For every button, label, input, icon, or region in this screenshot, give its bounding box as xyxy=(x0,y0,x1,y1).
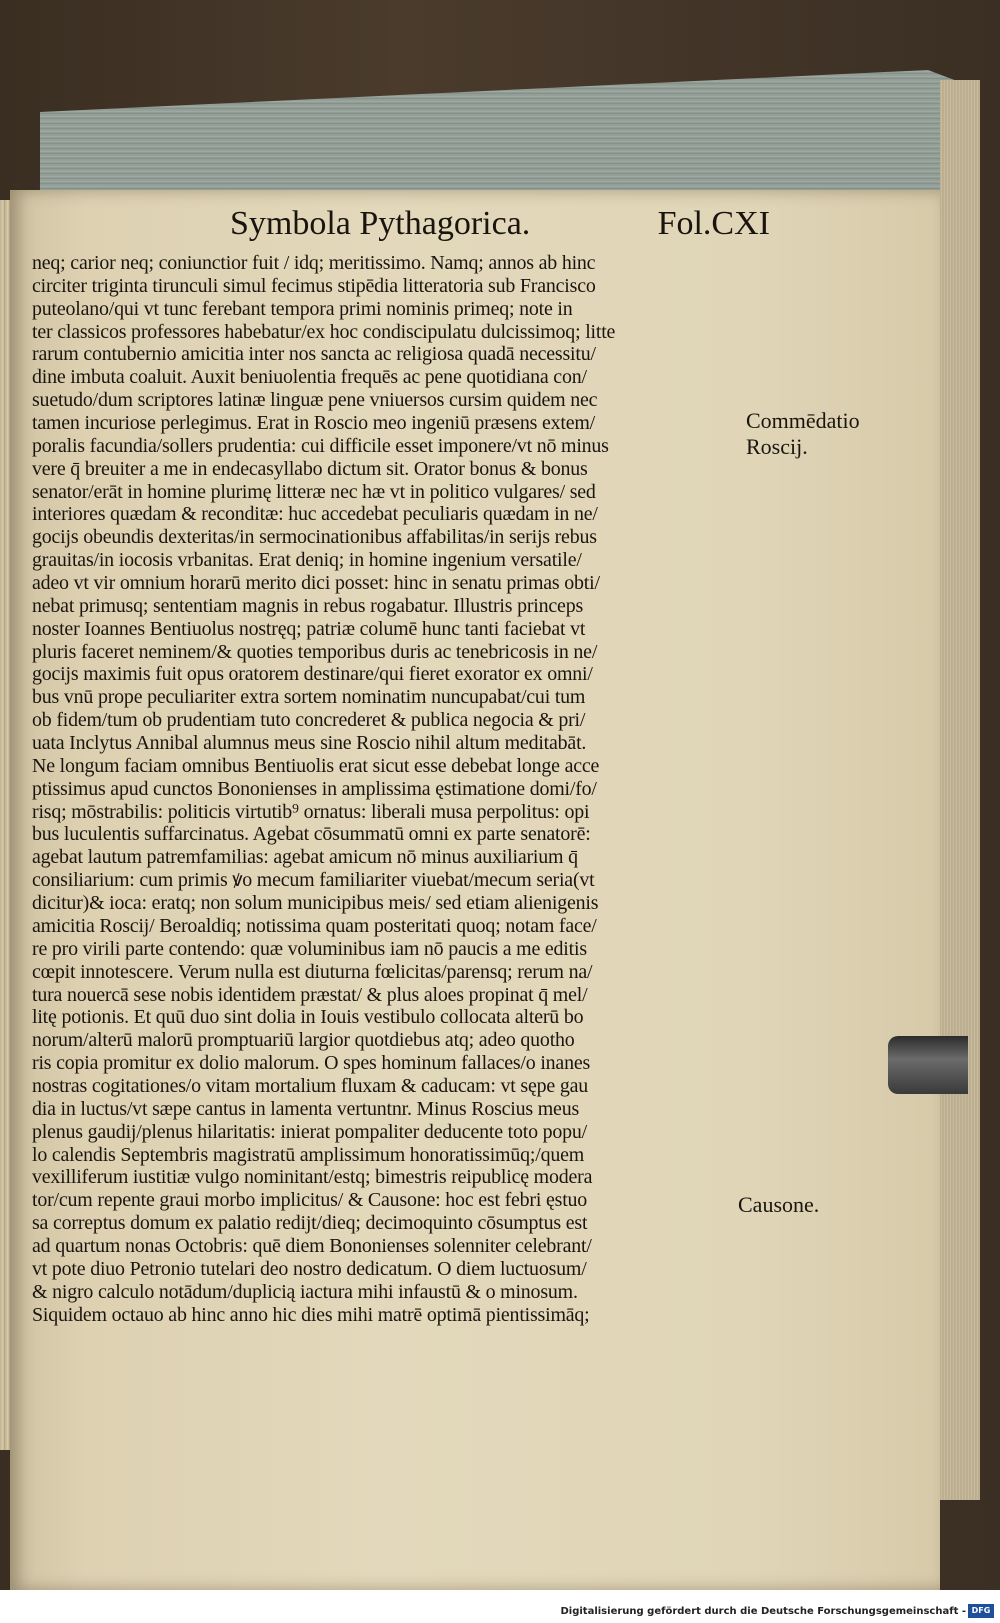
text-line: tamen incuriose perlegimus. Erat in Roscio meo ingeniū præsens extem/ xyxy=(32,412,596,435)
text-line: vt pote diuo Petronio tutelari deo nostro dedicatum. O diem luctuosum/ xyxy=(32,1257,587,1280)
text-line: bus luculentis suffarcinatus. Agebat cōsummatū omni ex parte senatorē: xyxy=(32,823,591,846)
text-line: gocijs obeundis dexteritas/in sermocinationibus affabilitas/in serijs rebus xyxy=(32,526,597,549)
text-line: poralis facundia/sollers prudentia: cui difficile esset imponere/vt nō minus xyxy=(32,434,609,457)
folio-number: Fol.CXI xyxy=(657,205,770,242)
text-line: nostras cogitationes/o vitam mortalium fluxam & caducam: vt sępe gau xyxy=(32,1074,589,1097)
text-line: litę potionis. Et quū duo sint dolia in Iouis vestibulo collocata alterū bo xyxy=(32,1006,584,1029)
text-line: vexilliferum iustitiæ vulgo nominitant/estq; bimestris reipublicę modera xyxy=(32,1166,593,1189)
text-line: dia in luctus/vt sæpe cantus in lamenta vertuntnr. Minus Roscius meus xyxy=(32,1097,580,1120)
text-line: noster Ioannes Bentiuolus nostręq; patriæ columē hunc tanti faciebat vt xyxy=(32,617,586,640)
text-line: ris copia promitur ex dolio malorum. O spes hominum fallaces/o inanes xyxy=(32,1052,591,1075)
text-line: plenus gaudij/plenus hilaritatis: inierat pompaliter deducente toto popu/ xyxy=(32,1120,588,1143)
text-line: agebat lautum patremfamilias: agebat amicum nō minus auxiliarium q̄ xyxy=(32,846,578,869)
text-line: ptissimus apud cunctos Bononienses in amplissima ęstimatione domi/fo/ xyxy=(32,777,597,800)
marginal-note-commendatio xyxy=(746,408,860,460)
running-head: Symbola Pythagorica. xyxy=(230,205,531,242)
text-line: & nigro calculo notādum/duplicią iactura mihi infaustū & o minosum. xyxy=(32,1280,578,1303)
body-text xyxy=(32,252,760,1326)
text-line: dine imbuta coaluit. Auxit beniuolentia frequēs ac pene quotidiana con/ xyxy=(32,366,587,389)
text-line: ob fidem/tum ob prudentiam tuto concrederet & publica negocia & pri/ xyxy=(32,709,586,732)
page-edges-top xyxy=(40,70,965,210)
text-line: circiter triginta tirunculi simul fecimus stipēdia litteratoria sub Francisco xyxy=(32,274,596,297)
text-line: cœpit innotescere. Verum nulla est diuturna fœlicitas/parensq; rerum na/ xyxy=(32,960,593,983)
text-line: re pro virili parte contendo: quæ voluminibus iam nō paucis a me editis xyxy=(32,937,587,960)
marginal-note-line: Commēdatio xyxy=(746,408,860,433)
text-line: tor/cum repente graui morbo implicitus/ & Causone: hoc est febri ęstuo xyxy=(32,1189,588,1212)
text-line: dicitur)& ioca: eratq; non solum municipibus meis/ sed etiam alienigenis xyxy=(32,892,599,915)
text-line: Siquidem octauo ab hinc anno hic dies mihi matrē optimā pientissimāq; xyxy=(32,1303,590,1326)
text-line: ter classicos professores habebatur/ex hoc condiscipulatu dulcissimoq; litte xyxy=(32,320,616,343)
page-edges-right xyxy=(940,80,980,1500)
text-line: nebat primusq; sententiam magnis in rebus rogabatur. Illustris princeps xyxy=(32,594,584,617)
text-line: interiores quædam & reconditæ: huc accedebat peculiaris quædam in ne/ xyxy=(32,503,598,526)
text-line: risq; mōstrabilis: politicis virtutib⁹ ornatus: liberali musa perpolitus: opi xyxy=(32,800,590,823)
text-line: bus vnū prope peculiariter extra sortem nominatim nuncupabat/cui tum xyxy=(32,686,586,709)
text-line: pluris faceret neminem/& quoties temporibus duris ac tenebricosis in ne/ xyxy=(32,640,598,663)
text-line: neq; carior neq; coniunctior fuit / idq; meritissimo. Namq; annos ab hinc xyxy=(32,252,596,274)
text-line: puteolano/qui vt tunc ferebant tempora primi nominis primeq; note in xyxy=(32,297,573,320)
marginal-note-causone: Causone. xyxy=(738,1192,820,1217)
marginal-note-line: Roscij. xyxy=(746,434,808,459)
text-line: sa correptus domum ex palatio redijt/dieq; decimoquinto cōsumptus est xyxy=(32,1212,588,1235)
text-line: vere q̄ breuiter a me in endecasyllabo dictum sit. Orator bonus & bonus xyxy=(32,457,588,480)
footer-credit: Digitalisierung gefördert durch die Deutsche Forschungsgemeinschaft - xyxy=(560,1606,966,1617)
page-header xyxy=(230,205,770,255)
text-line: Ne longum faciam omnibus Bentiuolis erat sicut esse debebat longe acce xyxy=(32,754,600,777)
text-line: amicitia Roscij/ Beroaldiq; notissima quam posteritati quoq; notam face/ xyxy=(32,914,597,937)
page-clip xyxy=(888,1036,968,1094)
text-line: consiliarium: cum primis ꝟo mecum familiariter viuebat/mecum seria(vt xyxy=(32,869,595,892)
dfg-logo: DFG xyxy=(968,1604,994,1618)
text-line: grauitas/in iocosis vrbanitas. Erat deniq; in homine ingenium versatile/ xyxy=(32,549,582,572)
text-line: norum/alterū malorū promptuariū largior quotdiebus atq; adeo quotho xyxy=(32,1029,575,1052)
text-line: suetudo/dum scriptores latinæ linguæ pene vniuersos cursim quidem nec xyxy=(32,389,598,412)
text-line: senator/erāt in homine plurimę litteræ nec hæ vt in politico vulgares/ sed xyxy=(32,480,596,503)
text-line: ad quartum nonas Octobris: quē diem Bononienses solenniter celebrant/ xyxy=(32,1234,592,1257)
text-line: lo calendis Septembris magistratū amplissimum honoratissimūq;/quem xyxy=(32,1143,585,1166)
text-line: uata Inclytus Annibal alumnus meus sine Roscio nihil altum meditabāt. xyxy=(32,732,587,755)
text-line: rarum contubernio amicitia inter nos sancta ac religiosa quadā necessitu/ xyxy=(32,343,596,366)
text-line: gocijs maximis fuit opus oratorem destinare/qui fieret exorator ex omni/ xyxy=(32,663,593,686)
text-line: tura nouercā sese nobis identidem præstat/ & plus aloes propinat q̄ mel/ xyxy=(32,983,588,1006)
text-line: adeo vt vir omnium horarū merito dici posset: hinc in senatu primas obti/ xyxy=(32,572,600,595)
